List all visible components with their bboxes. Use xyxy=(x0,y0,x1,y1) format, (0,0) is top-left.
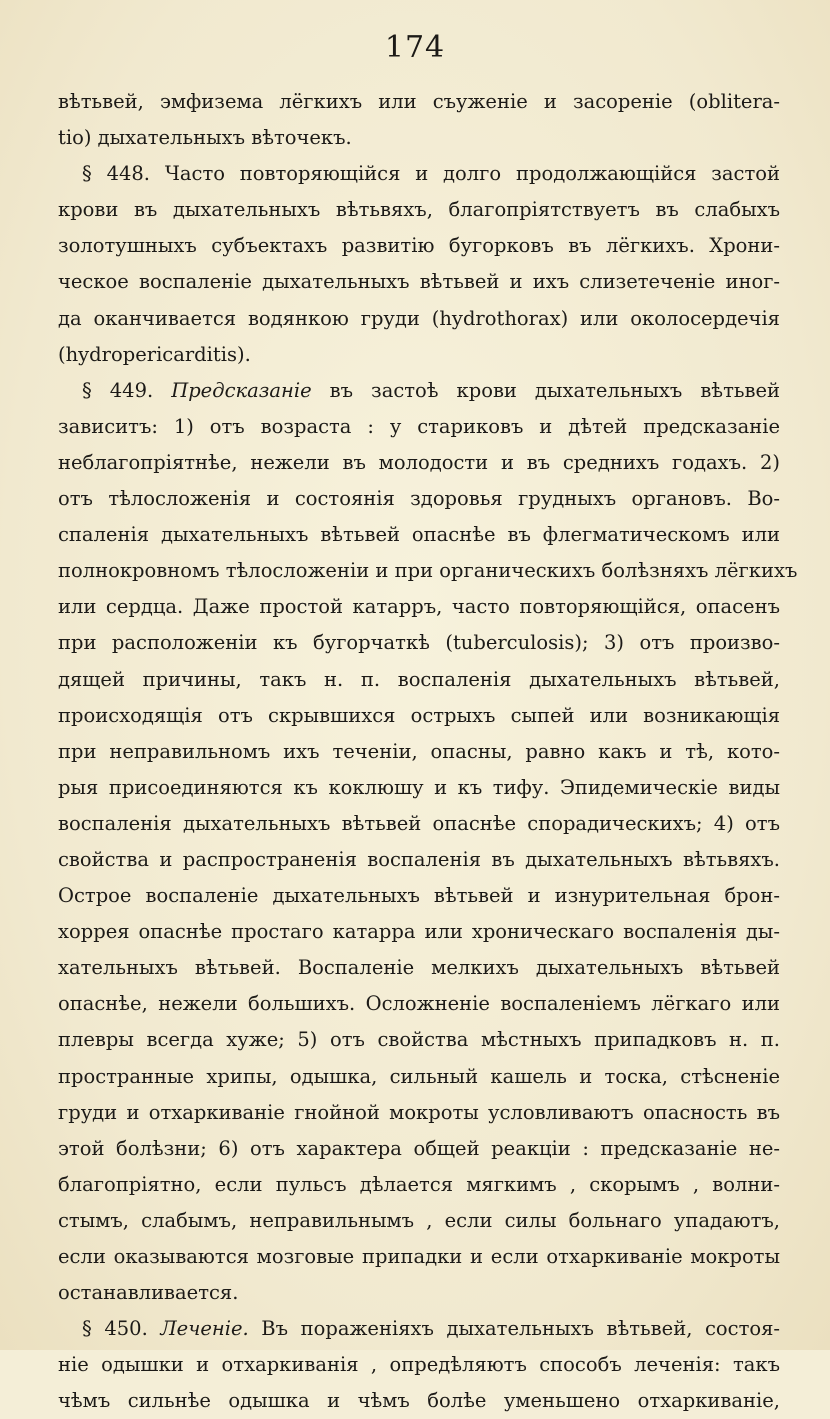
text-line: крови въ дыхательныхъ вѣтьвяхъ, благопріятствуетъ въ слабыхъ xyxy=(58,198,780,222)
text-line: полнокровномъ тѣлосложеніи и при органическихъ болѣзняхъ лёгкихъ xyxy=(58,559,798,583)
heading-prognosis: Предсказаніе xyxy=(171,378,312,402)
text-line: груди и отхаркиваніе гнойной мокроты условливаютъ опасность въ xyxy=(58,1100,780,1124)
text-line: чѣмъ сильнѣе одышка и чѣмъ болѣе уменьшено отхаркиваніе, xyxy=(58,1389,780,1413)
paragraph-448-start: § 448. Часто повторяющійся и долго продолжающійся застой xyxy=(82,162,780,186)
text-line: при расположеніи къ бугорчаткѣ (tuberculosis); 3) отъ произво- xyxy=(58,631,780,655)
body-text xyxy=(58,84,798,1419)
text-line: рыя присоединяются къ коклюшу и къ тифу. Эпидемическіе виды xyxy=(58,775,780,799)
text-line: этой болѣзни; 6) отъ характера общей реакціи : предсказаніе не- xyxy=(58,1136,780,1160)
text-line: золотушныхъ субъектахъ развитію бугорковъ въ лёгкихъ. Хрони- xyxy=(58,234,780,258)
heading-treatment: Леченіе. xyxy=(160,1317,249,1341)
text-line: хательныхъ вѣтьвей. Воспаленіе мелкихъ дыхательныхъ вѣтьвей xyxy=(58,956,780,980)
text-line: свойства и распространенія воспаленія въ дыхательныхъ вѣтьвяхъ. xyxy=(58,847,780,871)
text-line: дящей причины, такъ н. п. воспаленія дыхательныхъ вѣтьвей, xyxy=(58,667,780,691)
text-line: хоррея опаснѣе простаго катарра или хроническаго воспаленія ды- xyxy=(58,920,780,944)
text-line: неблагопріятнѣе, нежели въ молодости и въ среднихъ годахъ. 2) xyxy=(58,450,780,474)
text-line: спаленія дыхательныхъ вѣтьвей опаснѣе въ флегматическомъ или xyxy=(58,523,780,547)
text-line: ніе одышки и отхаркиванія , опредѣляютъ способъ леченія: такъ xyxy=(58,1353,780,1377)
text-line: или сердца. Даже простой катарръ, часто повторяющійся, опасенъ xyxy=(58,595,780,619)
text-line: останавливается. xyxy=(58,1281,239,1305)
text-line: отъ тѣлосложенія и состоянія здоровья грудныхъ органовъ. Во- xyxy=(58,487,780,511)
text-line: стымъ, слабымъ, неправильнымъ , если силы больнаго упадаютъ, xyxy=(58,1208,780,1232)
text-line: ческое воспаленіе дыхательныхъ вѣтьвей и ихъ слизетеченіе иног- xyxy=(58,270,780,294)
paragraph-450-start: § 450. Леченіе. Въ пораженіяхъ дыхательныхъ вѣтьвей, состоя- xyxy=(82,1317,780,1341)
paragraph-449-start: § 449. Предсказаніе въ застоѣ крови дыхательныхъ вѣтьвей xyxy=(82,378,780,402)
text-line: Острое воспаленіе дыхательныхъ вѣтьвей и изнурительная брон- xyxy=(58,884,780,908)
text-line: благопріятно, если пульсъ дѣлается мягкимъ , скорымъ , волни- xyxy=(58,1172,780,1196)
text-line: пространные хрипы, одышка, сильный кашель и тоска, стѣсненіе xyxy=(58,1064,780,1088)
text-line: опаснѣе, нежели большихъ. Осложненіе воспаленіемъ лёгкаго или xyxy=(58,992,780,1016)
text-line: tio) дыхательныхъ вѣточекъ. xyxy=(58,126,352,150)
text-line: происходящія отъ скрывшихся острыхъ сыпей или возникающія xyxy=(58,703,780,727)
text-line: (hydropericarditis). xyxy=(58,342,251,366)
text-line: если оказываются мозговые припадки и если отхаркиваніе мокроты xyxy=(58,1245,780,1268)
text-line: воспаленія дыхательныхъ вѣтьвей опаснѣе спорадическихъ; 4) отъ xyxy=(58,811,780,835)
text-line: вѣтьвей, эмфизема лёгкихъ или съуженіе и засореніе (obliterа- xyxy=(58,90,780,113)
text-line: зависитъ: 1) отъ возраста : у стариковъ и дѣтей предсказаніе xyxy=(58,414,780,438)
text-line: при неправильномъ ихъ теченіи, опасны, равно какъ и тѣ, кото- xyxy=(58,739,780,763)
page-number: 174 xyxy=(384,30,446,65)
text-line: да оканчивается водянкою груди (hydrothorax) или околосердечія xyxy=(58,306,780,330)
text-line: плевры всегда хуже; 5) отъ свойства мѣстныхъ припадковъ н. п. xyxy=(58,1028,780,1052)
